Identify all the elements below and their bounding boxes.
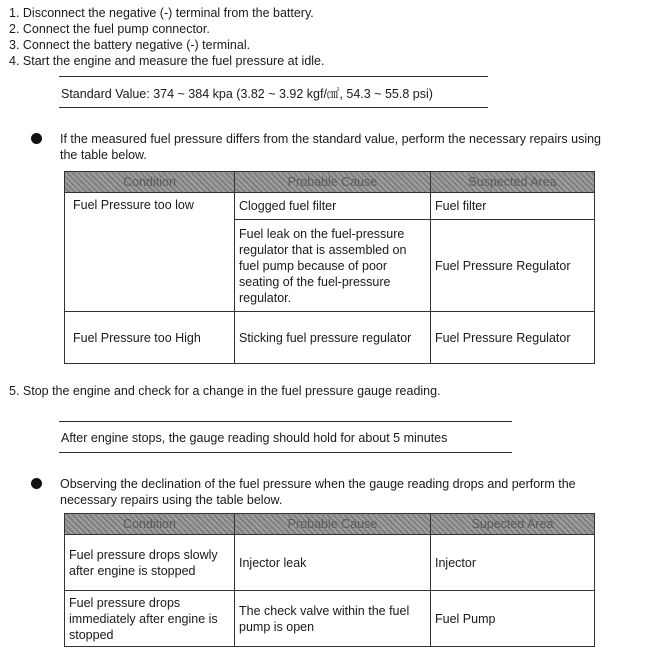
area-cell: Fuel Pressure Regulator (431, 220, 595, 312)
step-4: 4. Start the engine and measure the fuel pressure at idle. (9, 54, 325, 68)
table-row (65, 312, 595, 364)
area-cell: Fuel filter (431, 193, 595, 220)
area-cell: Fuel Pressure Regulator (431, 312, 595, 364)
cause-cell: Sticking fuel pressure regulator (235, 312, 431, 364)
rule-top-1 (59, 76, 488, 77)
condition-cell: Fuel Pressure too High (65, 312, 235, 364)
table-header-row (65, 172, 595, 193)
cause-cell: Fuel leak on the fuel-pressure regulator that is assembled on fuel pump because of poor seating of the fuel-pressure regulator. (235, 220, 431, 312)
rule-top-2 (59, 421, 512, 422)
bullet-icon (31, 478, 42, 489)
col-header-condition: Condition (65, 172, 235, 193)
cause-cell: The check valve within the fuel pump is open (235, 591, 431, 647)
area-cell: Injector (431, 535, 595, 591)
col-header-area: Supected Area (431, 514, 595, 535)
bullet-icon (31, 133, 42, 144)
condition-cell: Fuel pressure drops immediately after engine is stopped (65, 591, 235, 647)
procedure-steps-1-4 (9, 5, 324, 69)
col-header-area: Suspected Area (431, 172, 595, 193)
col-header-condition: Condition (65, 514, 235, 535)
hold-note: After engine stops, the gauge reading should hold for about 5 minutes (61, 431, 448, 445)
table-row (65, 535, 595, 591)
table-row (65, 193, 595, 220)
condition-cell: Fuel pressure drops slowly after engine is stopped (65, 535, 235, 591)
step-3: 3. Connect the battery negative (-) terminal. (9, 38, 251, 52)
standard-value-note: Standard Value: 374 ~ 384 kpa (3.82 ~ 3.92 kgf/㎠, 54.3 ~ 55.8 psi) (61, 87, 433, 101)
rule-bottom-2 (59, 452, 512, 453)
table-header-row (65, 514, 595, 535)
cause-cell: Injector leak (235, 535, 431, 591)
col-header-cause: Probable Cause (235, 514, 431, 535)
fuel-pressure-table (64, 171, 595, 364)
step-5: 5. Stop the engine and check for a change in the fuel pressure gauge reading. (9, 384, 441, 398)
rule-bottom-1 (59, 107, 488, 108)
step-2: 2. Connect the fuel pump connector. (9, 22, 210, 36)
area-cell: Fuel Pump (431, 591, 595, 647)
cause-cell: Clogged fuel filter (235, 193, 431, 220)
pressure-drop-table (64, 513, 595, 647)
table-row (65, 591, 595, 647)
step-1: 1. Disconnect the negative (-) terminal from the battery. (9, 6, 314, 20)
condition-cell: Fuel Pressure too low (65, 193, 235, 312)
bullet-instruction-2: Observing the declination of the fuel pressure when the gauge reading drops and perform the necessary repairs using the table below. (60, 477, 576, 507)
col-header-cause: Probable Cause (235, 172, 431, 193)
bullet-instruction-1: If the measured fuel pressure differs from the standard value, perform the necessary repairs using the table below. (60, 132, 602, 162)
